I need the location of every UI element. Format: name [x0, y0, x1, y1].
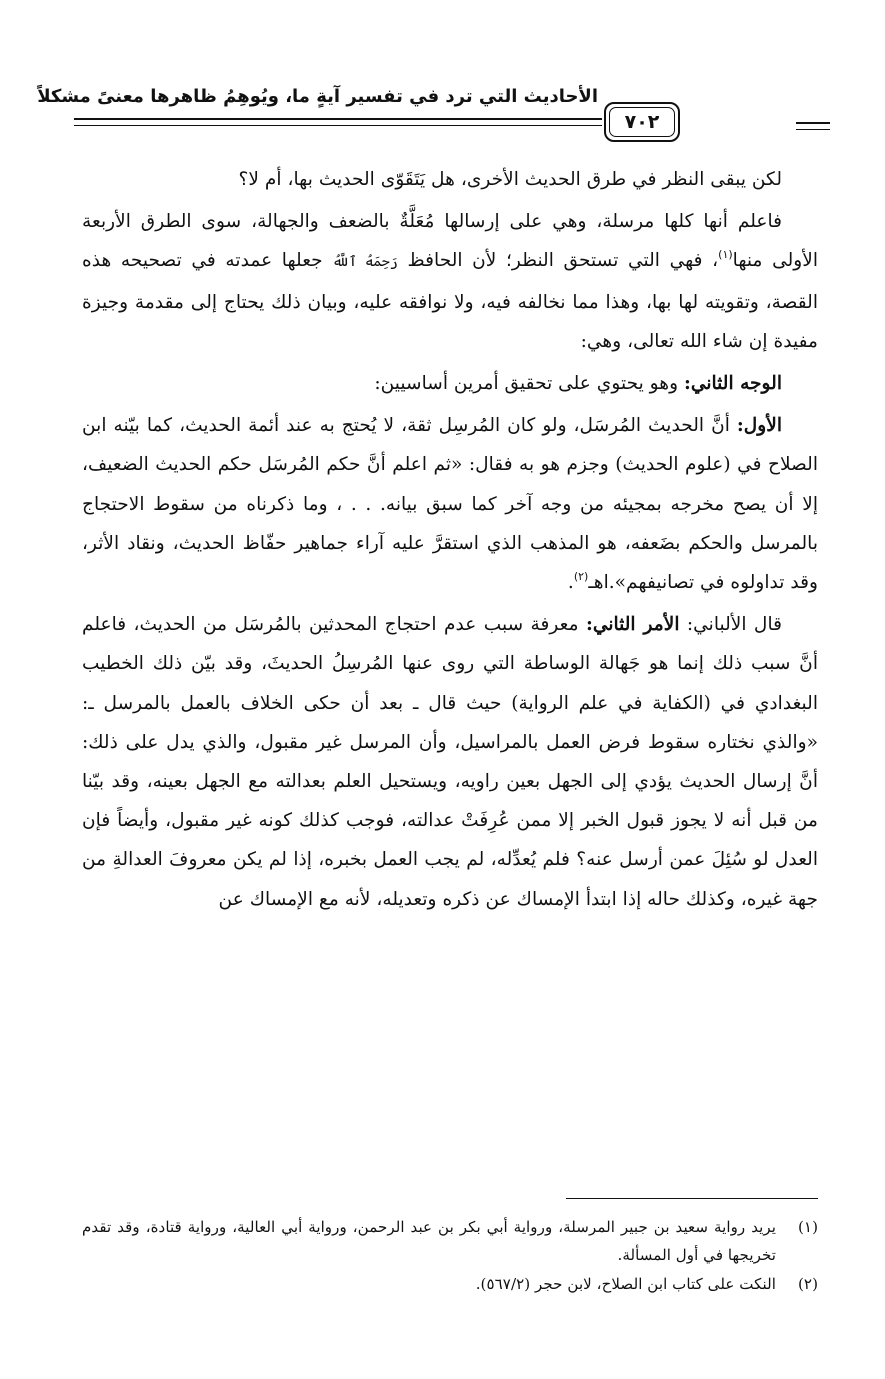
page-number-frame: [604, 102, 680, 142]
paragraph-4: الأول: أنَّ الحديث المُرسَل، ولو كان المُرسِل ثقة، لا يُحتج به عند أئمة الحديث، كما بيّنه ابن الصلاح في (علوم الحديث) وجزم هو به فقال: «ثم اعلم أنَّ حكم المُرسَل حكم الحديث الضعيف، إلا أن يصح مخرجه بمجيئه من وجه آخر كما سبق بيانه. . . ، وما ذكرناه من سقوط الاحتجاج بالمرسل والحكم بضَعفه، هو المذهب الذي استقرَّ عليه آراء جماهير حفّاظ الحديث، ونقاد الأثر، وقد تداولوه في تصانيفهم».اهـ$^{(٢)}$.: [82, 415, 818, 594]
honorific: رَحِمَهُ ٱللَّهُ: [332, 254, 398, 271]
footnote-number: (٢): [797, 1275, 818, 1293]
page-number: ٧٠٢: [609, 107, 675, 137]
footnote-1: [82, 1214, 818, 1269]
footnote-text: يريد رواية سعيد بن جبير المرسلة، ورواية أبي بكر بن عبد الرحمن، ورواية أبي العالية، ورواية قتادة، وقد تقدم تخريجها في أول المسألة.: [82, 1218, 776, 1264]
footnote-text: النكت على كتاب ابن الصلاح، لابن حجر (٥٦٧/٢).: [475, 1275, 776, 1293]
main-text: [82, 160, 818, 922]
section-label-first: الأول:: [736, 415, 782, 437]
section-label-second-matter: الأمر الثاني:: [585, 614, 680, 636]
header-rule: [74, 118, 602, 126]
footnote-2: [82, 1271, 818, 1299]
header-rule-stub: [796, 122, 830, 130]
footnote-ref-2[interactable]: (٢): [573, 570, 589, 584]
paragraph-2: فاعلم أنها كلها مرسلة، وهي على إرسالها مُعَلَّةٌ بالضعف والجهالة، سوى الطرق الأربعة الأولى منها$^{(١)}$، فهي التي تستحق النظر؛ لأن الحافظ رَحِمَهُ ٱللَّهُ جعلها عمدته في تصحيحه هذه القصة، وتقويته لها بها، وهذا مما نخالفه فيه، ولا نوافقه عليه، وبيان ذلك يحتاج إلى مقدمة وجيزة مفيدة إن شاء الله تعالى، وهي:: [82, 211, 819, 352]
page-header: [37, 78, 830, 140]
running-title: الأحاديث التي ترد في تفسير آيةٍ ما، ويُوهِمُ ظاهرها معنىً مشكلاً: [37, 86, 598, 107]
footnote-separator: [566, 1198, 818, 1199]
paragraph-3: الوجه الثاني: وهو يحتوي على تحقيق أمرين أساسيين:: [374, 373, 782, 395]
footnotes: [82, 1214, 818, 1301]
paragraph-1: لكن يبقى النظر في طرق الحديث الأخرى، هل يَتَقَوّى الحديث بها، أم لا؟: [238, 169, 782, 190]
footnote-number: (١): [797, 1218, 818, 1236]
footnote-ref-1[interactable]: (١): [718, 248, 733, 262]
paragraph-5: قال الألباني: الأمر الثاني: معرفة سبب عدم احتجاج المحدثين بالمُرسَل من الحديث، فاعلم أنَّ سبب ذلك إنما هو جَهالة الوساطة التي روى عنها المُرسِلُ الحديثَ، وقد بيّن ذلك الخطيب البغدادي في (الكفاية في علم الرواية) حيث قال ـ بعد أن حكى الخلاف بالعمل بالمرسل ـ: «والذي نختاره سقوط فرض العمل بالمراسيل، وأن المرسل غير مقبول، والذي يدل على ذلك: أنَّ إرسال الحديث يؤدي إلى الجهل بعين راويه، ويستحيل العلم بعدالته مع الجهل بعينه، وقد بيّنا من قبل أنه لا يجوز قبول الخبر إلا ممن عُرِفَتْ عدالته، فوجب كذلك كونه غير مقبول، وأيضاً فإن العدل لو سُئِلَ عمن أرسل عنه؟ فلم يُعدِّله، لم يجب العمل بخبره، إذا لم يكن معروفَ العدالةِ من جهة غيره، وكذلك حاله إذا ابتدأ الإمساك عن ذكره وتعديله، لأنه مع الإمساك عن: [82, 614, 818, 910]
section-label-second-aspect: الوجه الثاني:: [683, 373, 782, 395]
